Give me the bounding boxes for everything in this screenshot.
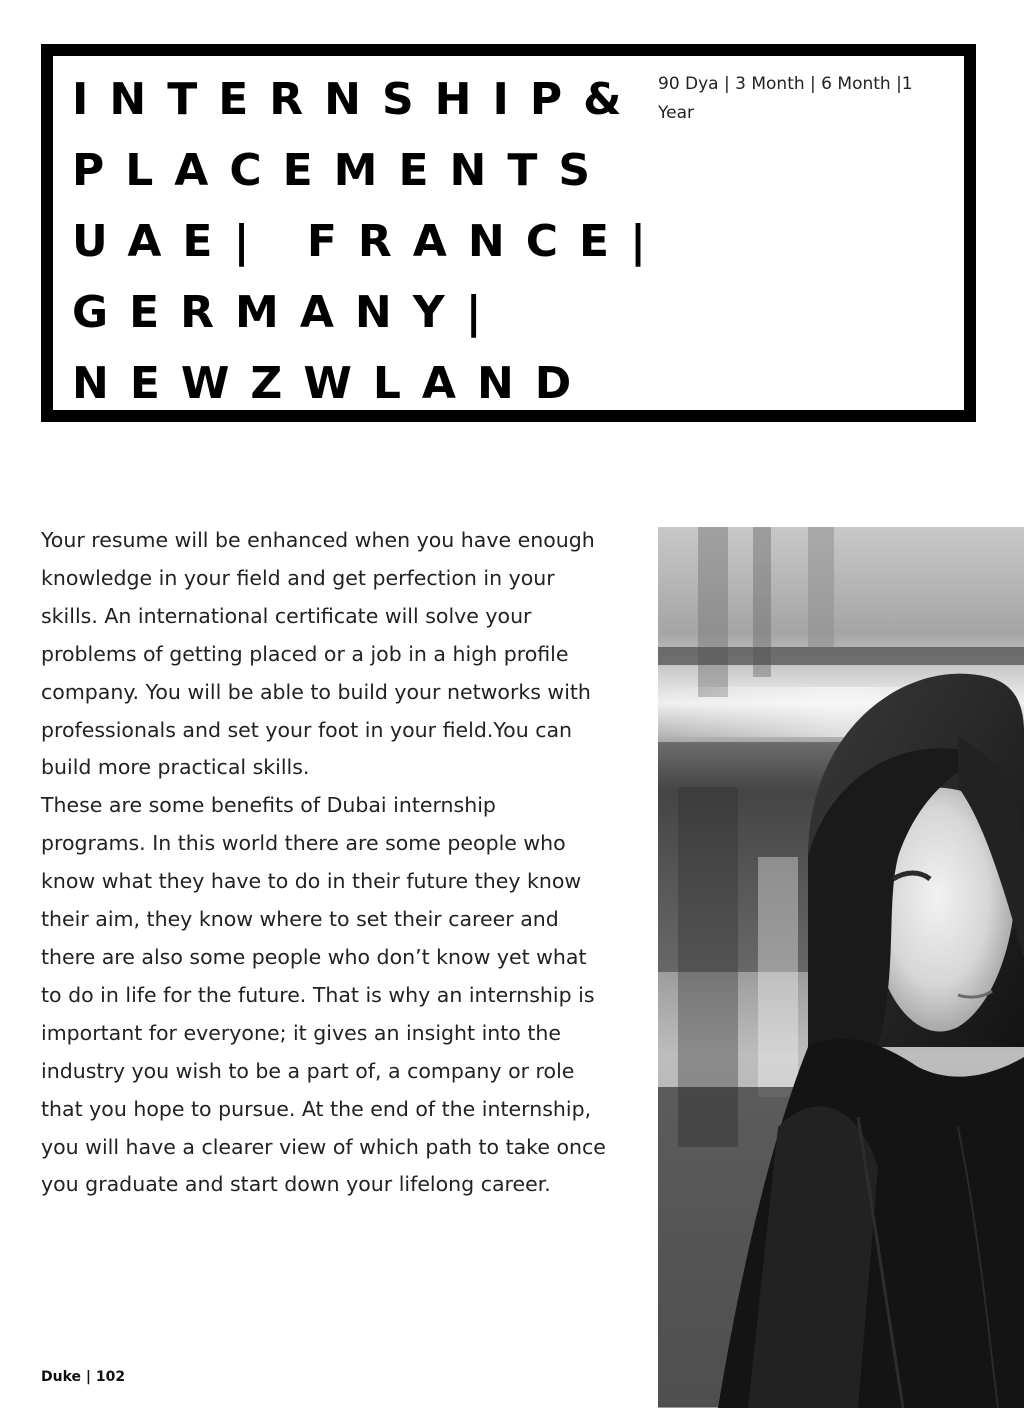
article-body xyxy=(41,522,606,1204)
title-line-3: UAE| FRANCE| xyxy=(72,216,668,267)
portrait-photo xyxy=(658,527,1024,1408)
title-line-1: INTERNSHIP& xyxy=(72,74,643,125)
title-line-4: GERMANY| xyxy=(72,287,503,338)
title-line-2: PLACEMENTS xyxy=(72,145,612,196)
title-line-5: NEWZWLAND xyxy=(72,358,593,409)
page-footer: Duke | 102 xyxy=(41,1369,126,1385)
portrait-illustration xyxy=(658,527,1024,1408)
page-title xyxy=(72,64,668,419)
paragraph-2: These are some benefits of Dubai internship programs. In this world there are some people who know what they have to do in their future they know their aim, they know where to set their career and there are also some people who don’t know yet what to do in life for the future. That is why an internship is important for everyone; it gives an insight into the industry you wish to be a part of, a company or role that you hope to pursue. At the end of the internship, you will have a clearer view of which path to take once you graduate and start down your lifelong career. xyxy=(41,793,606,1197)
paragraph-1: Your resume will be enhanced when you have enough knowledge in your field and get perfection in your skills. An international certificate will solve your problems of getting placed or a job in a high profile company. You will be able to build your networks with professionals and set your foot in your field.You can build more practical skills. xyxy=(41,528,595,780)
duration-options: 90 Dya | 3 Month | 6 Month |1 Year xyxy=(658,74,913,123)
